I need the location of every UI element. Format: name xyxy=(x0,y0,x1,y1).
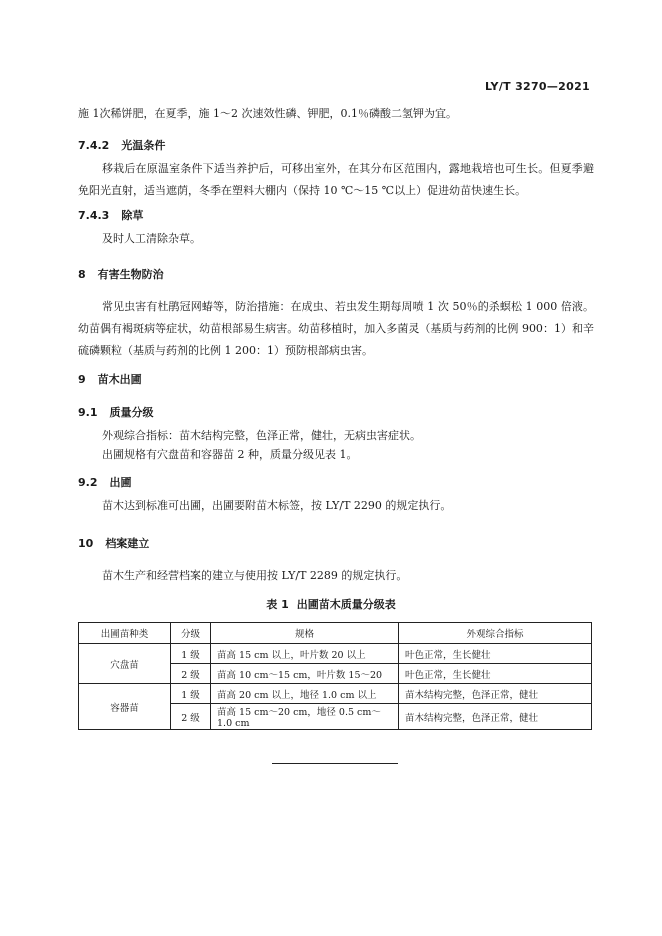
heading-7-4-2 xyxy=(78,137,165,153)
heading-8 xyxy=(78,266,164,282)
seedling-type-cell: 容器苗 xyxy=(79,684,171,730)
paragraph-9-1-a: 外观综合指标：苗木结构完整，色泽正常，健壮，无病虫害症状。 xyxy=(102,429,421,442)
heading-title: 出圃 xyxy=(109,476,132,489)
table-title: 出圃苗木质量分级表 xyxy=(296,598,396,611)
appearance-cell: 苗木结构完整，色泽正常，健壮 xyxy=(399,704,592,730)
heading-7-4-3 xyxy=(78,207,143,223)
paragraph-9-1-b: 出圃规格有穴盘苗和容器苗 2 种，质量分级见表 1。 xyxy=(102,448,358,461)
paragraph-10: 苗木生产和经营档案的建立与使用按 LY/T 2289 的规定执行。 xyxy=(102,569,408,582)
grade-cell: 1 级 xyxy=(171,644,211,664)
heading-number: 7.4.2 xyxy=(78,139,110,152)
spec-cell: 苗高 10 cm～15 cm，叶片数 15～20 xyxy=(211,664,399,684)
heading-title: 除草 xyxy=(121,209,144,222)
column-header: 出圃苗种类 xyxy=(79,623,171,644)
appearance-cell: 叶色正常，生长健壮 xyxy=(399,664,592,684)
heading-9-1 xyxy=(78,404,154,420)
table-header-row xyxy=(79,623,592,644)
spec-cell: 苗高 20 cm 以上，地径 1.0 cm 以上 xyxy=(211,684,399,704)
grade-cell: 1 级 xyxy=(171,684,211,704)
column-header: 规格 xyxy=(211,623,399,644)
table-caption xyxy=(0,596,662,612)
paragraph-continued: 施 1次稀饼肥，在夏季，施 1～2 次速效性磷、钾肥，0.1％磷酸二氢钾为宜。 xyxy=(78,107,457,120)
seedling-type-cell: 穴盘苗 xyxy=(79,644,171,684)
heading-number: 9 xyxy=(78,373,86,386)
table-row xyxy=(79,684,592,704)
heading-10 xyxy=(78,535,149,551)
table-label: 表 1 xyxy=(266,598,289,611)
heading-title: 有害生物防治 xyxy=(97,268,164,281)
standard-code: LY/T 3270—2021 xyxy=(484,80,590,93)
spec-cell: 苗高 15 cm～20 cm，地径 0.5 cm～1.0 cm xyxy=(211,704,399,730)
quality-grade-table xyxy=(78,622,592,730)
heading-title: 档案建立 xyxy=(105,537,150,550)
heading-number: 9.1 xyxy=(78,406,98,419)
heading-9-2 xyxy=(78,474,132,490)
paragraph-7-4-2: 移栽后在原温室条件下适当养护后，可移出室外，在其分布区范围内，露地栽培也可生长。但夏季避免阳光直射，适当遮荫，冬季在塑料大棚内（保持 10 ℃～15 ℃以上）促进幼苗快速生长。 xyxy=(78,162,594,197)
column-header: 分级 xyxy=(171,623,211,644)
heading-9 xyxy=(78,371,142,387)
appearance-cell: 苗木结构完整，色泽正常，健壮 xyxy=(399,684,592,704)
heading-title: 光温条件 xyxy=(121,139,166,152)
heading-title: 苗木出圃 xyxy=(97,373,142,386)
heading-number: 9.2 xyxy=(78,476,98,489)
paragraph-7-4-3: 及时人工清除杂草。 xyxy=(102,232,201,245)
paragraph-9-2: 苗木达到标准可出圃，出圃要附苗木标签，按 LY/T 2290 的规定执行。 xyxy=(102,499,452,512)
heading-title: 质量分级 xyxy=(109,406,154,419)
heading-number: 8 xyxy=(78,268,86,281)
grade-cell: 2 级 xyxy=(171,704,211,730)
table-row xyxy=(79,644,592,664)
appearance-cell: 叶色正常，生长健壮 xyxy=(399,644,592,664)
heading-number: 7.4.3 xyxy=(78,209,110,222)
end-of-document-rule xyxy=(272,763,398,764)
column-header: 外观综合指标 xyxy=(399,623,592,644)
spec-cell: 苗高 15 cm 以上，叶片数 20 以上 xyxy=(211,644,399,664)
grade-cell: 2 级 xyxy=(171,664,211,684)
paragraph-8: 常见虫害有杜鹃冠网蝽等，防治措施：在成虫、若虫发生期每周喷 1 次 50％的杀螟松 1 000 倍液。幼苗偶有褐斑病等症状，幼苗根部易生病害。幼苗移植时，加入多菌灵（基质与药剂的比例 900：1）和辛硫磷颗粒（基质与药剂的比例 1 200：1）预防根部病虫害。 xyxy=(78,300,594,357)
heading-number: 10 xyxy=(78,537,94,550)
